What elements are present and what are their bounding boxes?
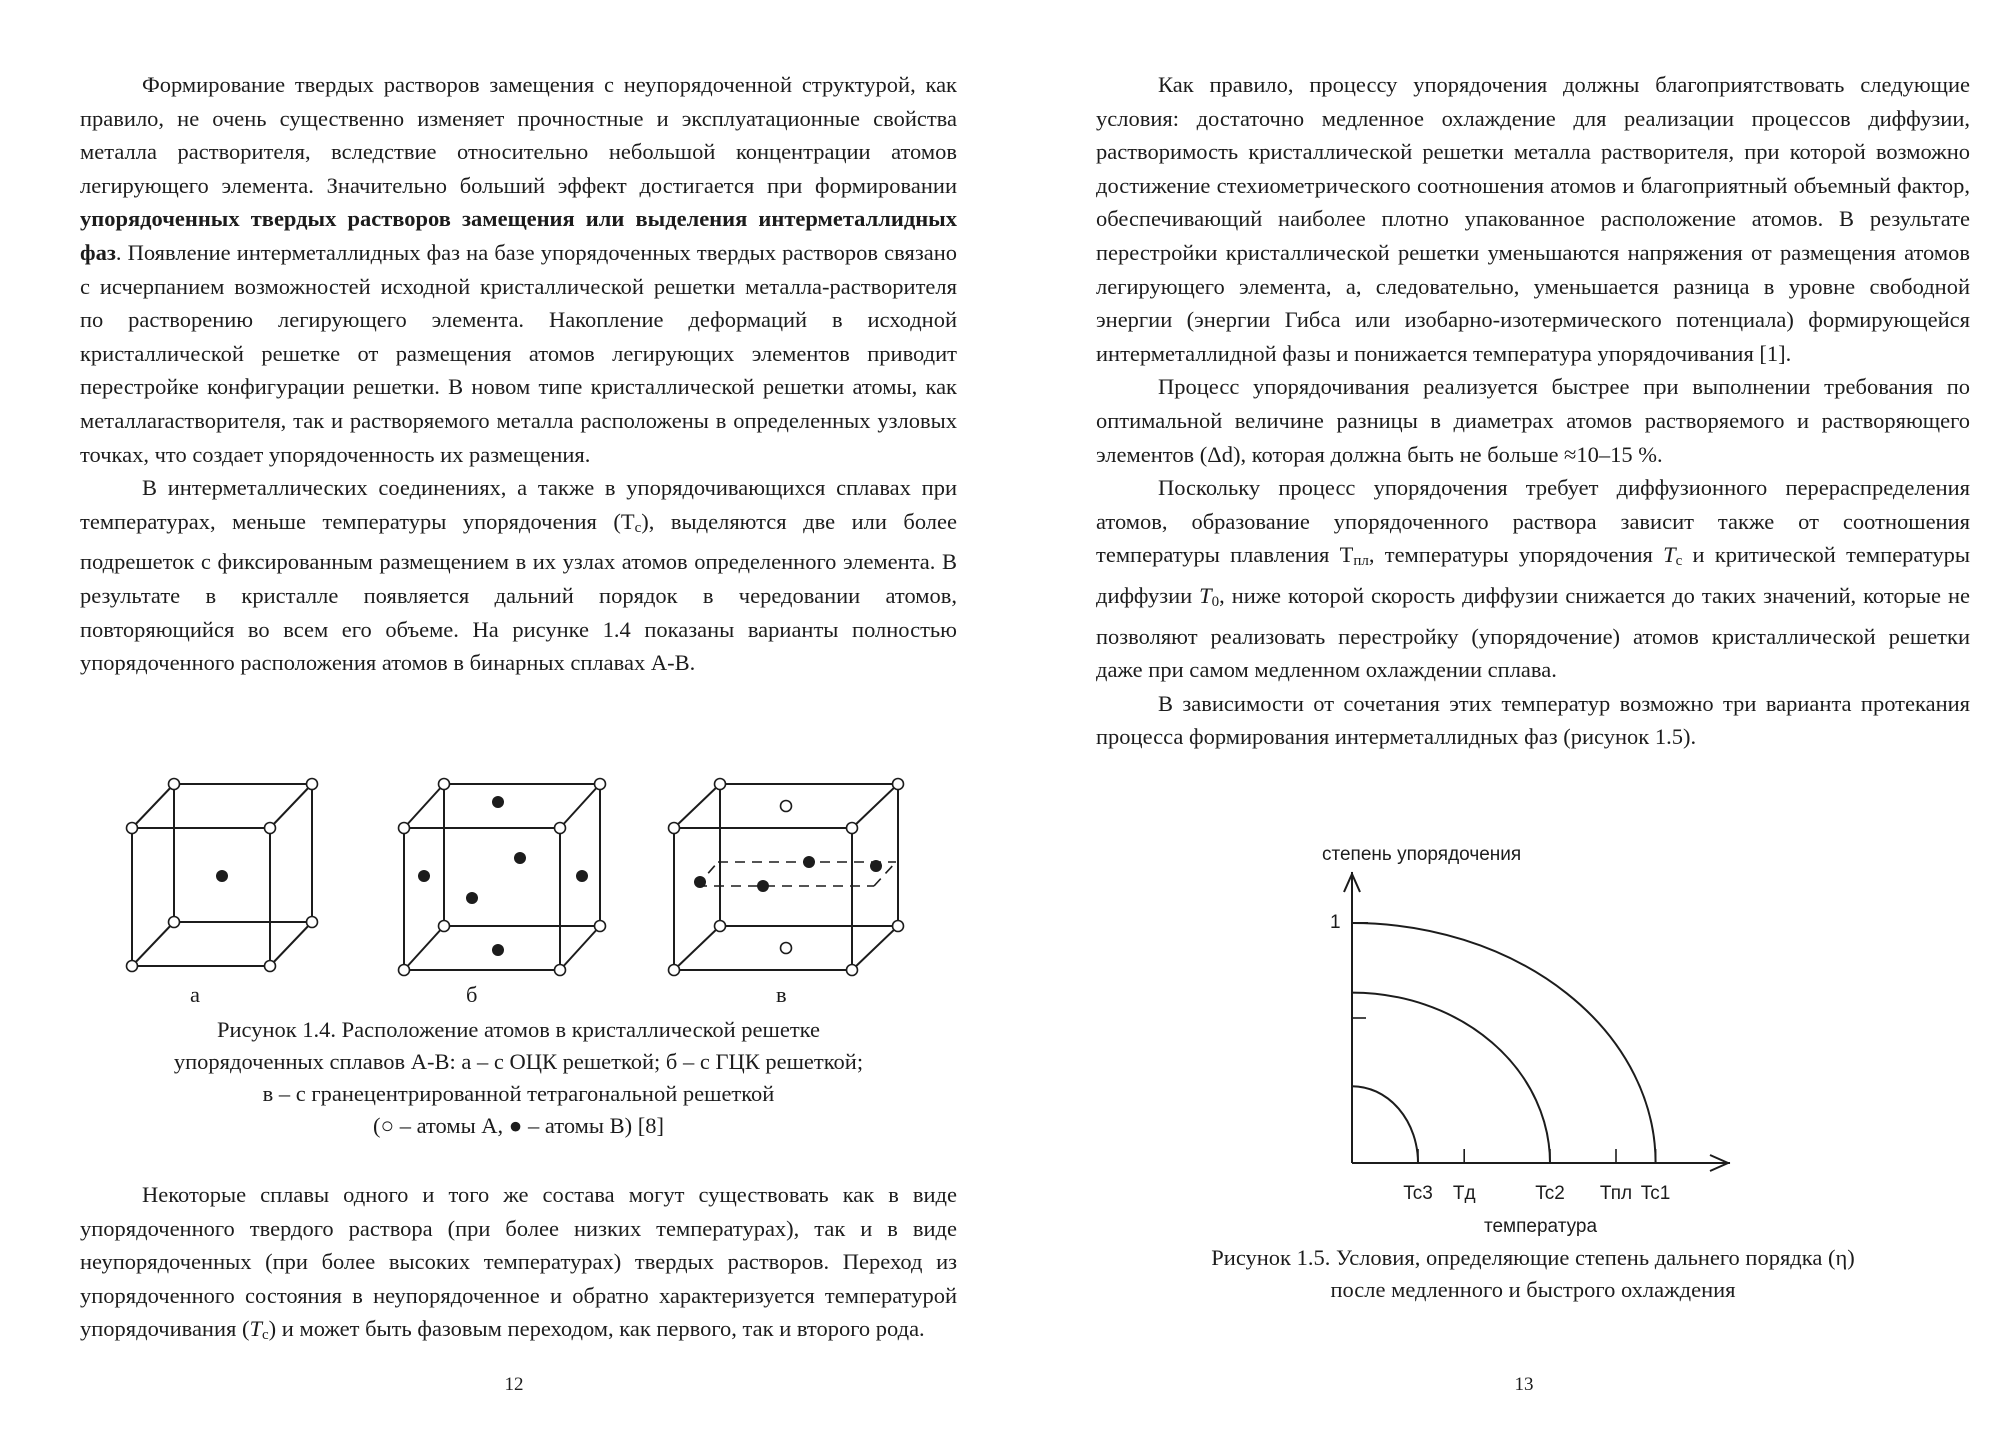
right-paragraph-1: Как правило, процессу упорядочения должны благоприятствовать следующие условия: достаточно медленное охлаждение для реализации процессов диффузии, растворимость кристаллической решетки металла растворителя, при которой возможно достижение стехиометрического соотношения атомов и благоприятный объемный фактор, обеспечивающий наиболее плотно упакованное расположение атомов. В результате перестройки кристаллической решетки уменьшаются напряжения от размещения атомов легирующего элемента, а, следовательно, уменьшается разница в уровне свободной энергии (энергии Гибса или изобарно-изотермического потенциала) формирующейся интерметаллидной фазы и понижается температура упорядочивания [1]. [1096, 72, 1970, 366]
left-paragraph-1: Формирование твердых растворов замещения с неупорядоченной структурой, как правило, не очень существенно изменяет прочностные и эксплуатационные свойства металла растворителя, вследствие относительно небольшой концентрации атомов легирующего элемента. Значительно больший эффект достигается при формировании упорядоченных твердых растворов замещения или выделения интерметаллидных фаз. Появление интерметаллидных фаз на базе упорядоченных твердых растворов связано с исчерпанием возможностей исходной кристаллической решетки металла-растворителя по растворению легирующего элемента. Накопление деформаций в исходной кристаллической решетке от размещения атомов легирующих элементов приводит перестройке конфигурации решетки. В новом типе кристаллической решетки атомы, как металлarастворителя, так и растворяемого металла расположены в определенных узловых точках, что создает упорядоченность их размещения. [80, 72, 957, 467]
right-paragraph-2: Процесс упорядочивания реализуется быстрее при выполнении требования по оптимальной величине разницы в диаметрах атомов растворяемого и растворяющего элементов (Δd), которая должна быть не больше ≈10–15 %. [1096, 374, 1970, 467]
cube-b [404, 784, 600, 970]
arcs-group [1352, 923, 1656, 1163]
x-ticks-group [1403, 1149, 1670, 1204]
x-tick-label-2: Tc2 [1535, 1183, 1565, 1204]
right-page [1000, 0, 2000, 1454]
figure-1-5-chart [1290, 830, 1790, 1250]
x-tick-label-4: Tc1 [1640, 1183, 1671, 1204]
right-paragraph-4: В зависимости от сочетания этих температур возможно три варианта протекания процесса формирования интерметаллидных фаз (рисунок 1.5). [1096, 690, 1970, 750]
atoms-b [216, 796, 882, 956]
right-paragraph-3: Поскольку процесс упорядочения требует диффузионного перераспределения атомов, образование упорядоченного раствора зависит также от соотношения температуры плавления $T_{пл}$, температуры упорядочения $T_c$ и критической температуры диффузии $T_0$, ниже которой скорость диффузии снижается до таких значений, которые не позволяют реализовать перестройку (упорядочение) атомов кристаллической решетки даже при самом медленном охлаждении сплава. [1096, 475, 1970, 683]
x-tick-label-1: Тд [1452, 1183, 1476, 1204]
page-number-left: 12 [504, 1374, 524, 1395]
x-tick-label-0: Tc3 [1403, 1183, 1433, 1204]
right-text [1096, 68, 1970, 754]
arc-tc2 [1352, 993, 1550, 1163]
x-tick-label-3: Тпл [1599, 1183, 1633, 1204]
bold-term: упорядоченных твердых растворов замещения или выделения интерметаллидных фаз [80, 206, 957, 265]
arc-tc1 [1352, 923, 1656, 1163]
figure-1-4-lattices [0, 760, 1000, 1000]
page-number-right: 13 [1514, 1374, 1534, 1395]
figure-1-4-caption: Рисунок 1.4. Расположение атомов в кристаллической решетке упорядоченных сплавов А-В: а – с ОЦК решеткой; б – с ГЦК решеткой; в – с гранецентрированной тетрагональной решеткой (○ – атомы А, ● – атомы В) [8] [173, 1017, 864, 1138]
atoms-a [127, 779, 904, 976]
y-axis-label: степень упорядочения [1322, 844, 1522, 865]
figure-label-b: б [466, 982, 478, 1007]
left-paragraph-2: В интерметаллических соединениях, а также в упорядочивающихся сплавах при температурах, меньше температуры упорядочения $(T_c)$, выделяются две или более подрешеток с фиксированным размещением в их узлах атомов определенного элемента. В результате в кристалле появляется дальний порядок в чередовании атомов, повторяющийся во всем его объеме. На рисунке 1.4 показаны варианты полностью упорядоченного расположения атомов в бинарных сплавах А-В. [80, 475, 957, 676]
x-axis-label: температура [1484, 1216, 1598, 1237]
left-paragraph-3: Некоторые сплавы одного и того же состава могут существовать как в виде упорядоченного твердого раствора (при более низких температурах), так и в виде неупорядоченных (при более высоких температурах) твердых растворов. Переход из упорядоченного состояния в неупорядоченное и обратно характеризуется температурой упорядочивания $(T_c)$ и может быть фазовым переходом, как первого, так и второго рода. [80, 1182, 957, 1344]
figure-label-a: а [190, 982, 200, 1007]
figure-label-v: в [776, 982, 787, 1007]
left-text-top [80, 68, 957, 680]
y-tick-label-1: 1 [1330, 912, 1341, 933]
arc-tc3 [1352, 1086, 1418, 1163]
left-text-bottom [80, 1178, 957, 1353]
figure-1-5-caption: Рисунок 1.5. Условия, определяющие степень дальнего порядка (η) после медленного и быстрого охлаждения [1211, 1245, 1855, 1302]
